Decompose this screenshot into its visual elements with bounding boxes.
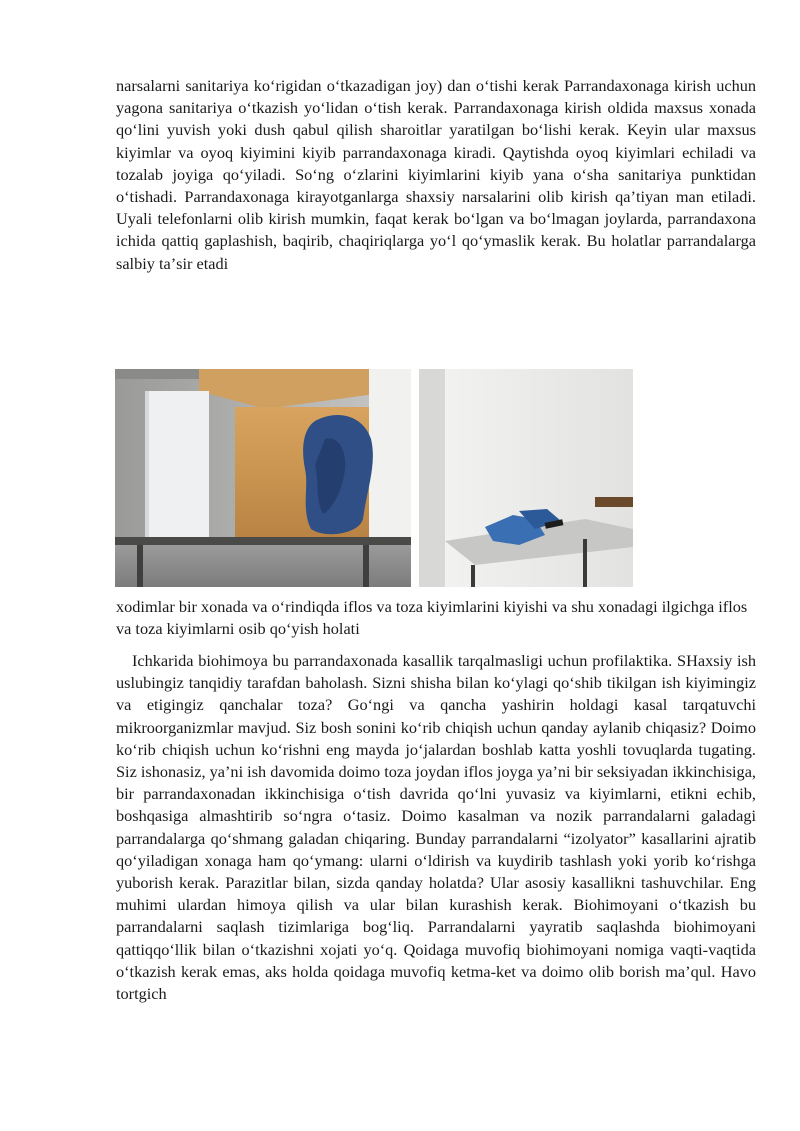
changing-room-photo [115, 369, 633, 587]
changing-room-photo-illustration [115, 369, 633, 587]
paragraph-main: Ichkarida biohimoya bu parrandaxonada kasallik tarqalmasligi uchun profilaktika. SHaxsiy ish uslubingiz tanqidiy tarafdan baholash. Sizni shisha bilan koʻylagi qoʻshib tikilgan ish kiyimingiz va etigingiz qanchalar toza? Goʻngi va qancha yashirin holdagi kasal tarqatuvchi mikroorganizmlar mavjud. Siz bosh sonini koʻrib chiqish uchun qanday aylanib chiqasiz? Doimo koʻrib chiqish uchun koʻrishni eng mayda joʻjalardan boshlab katta yoshli tovuqlarda tugating. Siz ishonasiz, yaʼni ish davomida doimo toza joydan iflos joyga yaʼni bir seksiyadan ikkinchisiga, bir parrandaxonadan ikkinchisiga oʻtish davrida qoʻlni yuvasiz va kiyimlarni, etikni echib, boshqasiga almashtirib soʻngra oʻtasiz. Doimo kasalman va nozik parrandalarni galadagi parrandalarga qoʻshmang galadan chiqaring. Bunday parrandalarni “izolyator” kasallarini ajratib qoʻyiladigan xonaga ham qoʻymang: ularni oʻldirish va kuydirib tashlash yoki yorib koʻrishga yuborish kerak. Parazitlar bilan, sizda qanday holatda? Ular asosiy kasallikni tashuvchilar. Eng muhimi ulardan himoya qilish va ular bilan kurashish kerak. Biohimoyani oʻtkazish bu parrandalarni saqlash tizimlariga bogʻliq. Parrandalarni yayratib saqlashda biohimoyani qattiqqoʻllik bilan oʻtkazishni xojati yoʻq. Qoidaga muvofiq biohimoyani nomiga vaqti-vaqtida oʻtkazish kerak emas, aks holda qoidaga muvofiq ketma-ket va doimo olib borish maʼqul. Havo tortgich [116, 651, 756, 1004]
paragraph-top: narsalarni sanitariya koʻrigidan oʻtkazadigan joy) dan oʻtishi kerak Parrandaxonaga kirish uchun yagona sanitariya oʻtkazish yoʻlidan oʻtish kerak. Parrandaxonaga kirish oldida maxsus xonada qoʻlini yuvish yoki dush qabul qilish sharoitlar yaratilgan boʻlishi kerak. Keyin ular maxsus kiyimlar va oyoq kiyimini kiyib parrandaxonaga kiradi. Qaytishda oyoq kiyimlari echiladi va tozalab joyiga qoʻyiladi. Soʻng oʻzlarini kiyimlarini kiyib yana oʻsha sanitariya punktidan oʻtishadi. Parrandaxonaga kirayotganlarga shaxsiy narsalarini olib kirish qaʼtiyan man etiladi. Uyali telefonlarni olib kirish mumkin, faqat kerak boʻlgan va boʻlmagan joylarda, parrandaxona ichida qattiq gaplashish, baqirib, chaqiriqlarga yoʻl qoʻymaslik kerak. Bu holatlar parrandalarga salbiy taʼsir etadi [116, 76, 756, 273]
figure-caption: xodimlar bir xonada va oʻrindiqda iflos va toza kiyimlarini kiyishi va shu xonadagi ilgichga iflos va toza kiyimlarni osib qoʻyish holati [116, 597, 748, 638]
